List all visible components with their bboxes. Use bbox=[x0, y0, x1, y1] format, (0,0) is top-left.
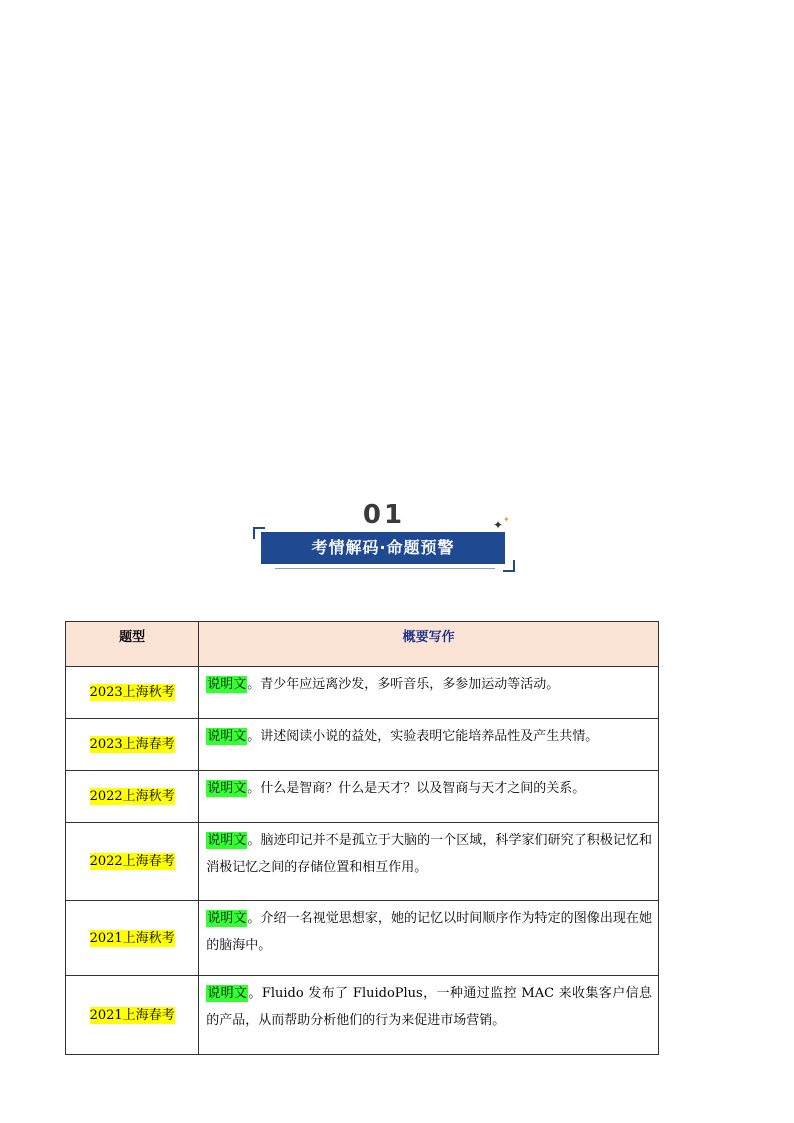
genre-tag: 说明文 bbox=[207, 833, 247, 848]
bracket-bottom-right bbox=[503, 560, 515, 572]
table-row bbox=[66, 719, 659, 771]
table-row bbox=[66, 771, 659, 823]
genre-tag: 说明文 bbox=[207, 729, 247, 744]
section-number: 01 bbox=[362, 500, 406, 530]
table-header-row bbox=[66, 622, 659, 667]
summary-text: 。什么是智商？什么是天才？以及智商与天才之间的关系。 bbox=[247, 781, 586, 796]
header-type: 题型 bbox=[66, 622, 199, 667]
summary-cell bbox=[199, 823, 659, 901]
type-cell bbox=[66, 771, 199, 823]
summary-cell bbox=[199, 667, 659, 719]
exam-label: 2022上海秋考 bbox=[89, 789, 175, 804]
exam-label: 2023上海秋考 bbox=[89, 685, 175, 700]
section-title: 考情解码·命题预警 bbox=[261, 532, 505, 564]
summary-text: 。青少年应远离沙发，多听音乐，多参加运动等活动。 bbox=[247, 677, 560, 692]
summary-cell bbox=[199, 976, 659, 1055]
summary-text: 。介绍一名视觉思想家，她的记忆以时间顺序作为特定的图像出现在她的脑海中。 bbox=[206, 911, 652, 953]
genre-tag: 说明文 bbox=[207, 911, 247, 926]
summary-text: 。讲述阅读小说的益处，实验表明它能培养品性及产生共情。 bbox=[247, 729, 599, 744]
title-underline bbox=[275, 568, 495, 569]
exam-label: 2022上海春考 bbox=[89, 854, 175, 869]
header-summary: 概要写作 bbox=[199, 622, 659, 667]
summary-text: 。脑迹印记并不是孤立于大脑的一个区域，科学家们研究了积极记忆和消极记忆之间的存储位置和相互作用。 bbox=[206, 833, 652, 875]
type-cell bbox=[66, 667, 199, 719]
table-row bbox=[66, 823, 659, 901]
type-cell bbox=[66, 719, 199, 771]
table-row bbox=[66, 901, 659, 976]
sparkle-icon: ✦ bbox=[493, 518, 504, 532]
genre-tag: 说明文 bbox=[207, 677, 247, 692]
summary-cell bbox=[199, 771, 659, 823]
type-cell bbox=[66, 823, 199, 901]
exam-label: 2021上海秋考 bbox=[89, 930, 175, 946]
exam-table bbox=[65, 621, 659, 1055]
type-cell bbox=[66, 901, 199, 976]
table-row bbox=[66, 976, 659, 1055]
genre-tag: 说明文 bbox=[207, 781, 247, 796]
summary-text: 。Fluido 发布了 FluidoPlus，一种通过监控 MAC 来收集客户信息的产品，从而帮助分析他们的行为来促进市场营销。 bbox=[206, 986, 652, 1028]
exam-label: 2023上海春考 bbox=[89, 737, 175, 752]
summary-cell bbox=[199, 901, 659, 976]
section-header bbox=[253, 500, 515, 574]
exam-label: 2021上海春考 bbox=[89, 1007, 175, 1023]
table-row bbox=[66, 667, 659, 719]
summary-cell bbox=[199, 719, 659, 771]
genre-tag: 说明文 bbox=[207, 986, 248, 1001]
type-cell bbox=[66, 976, 199, 1055]
small-sparkle-icon: ✦ bbox=[503, 515, 510, 524]
